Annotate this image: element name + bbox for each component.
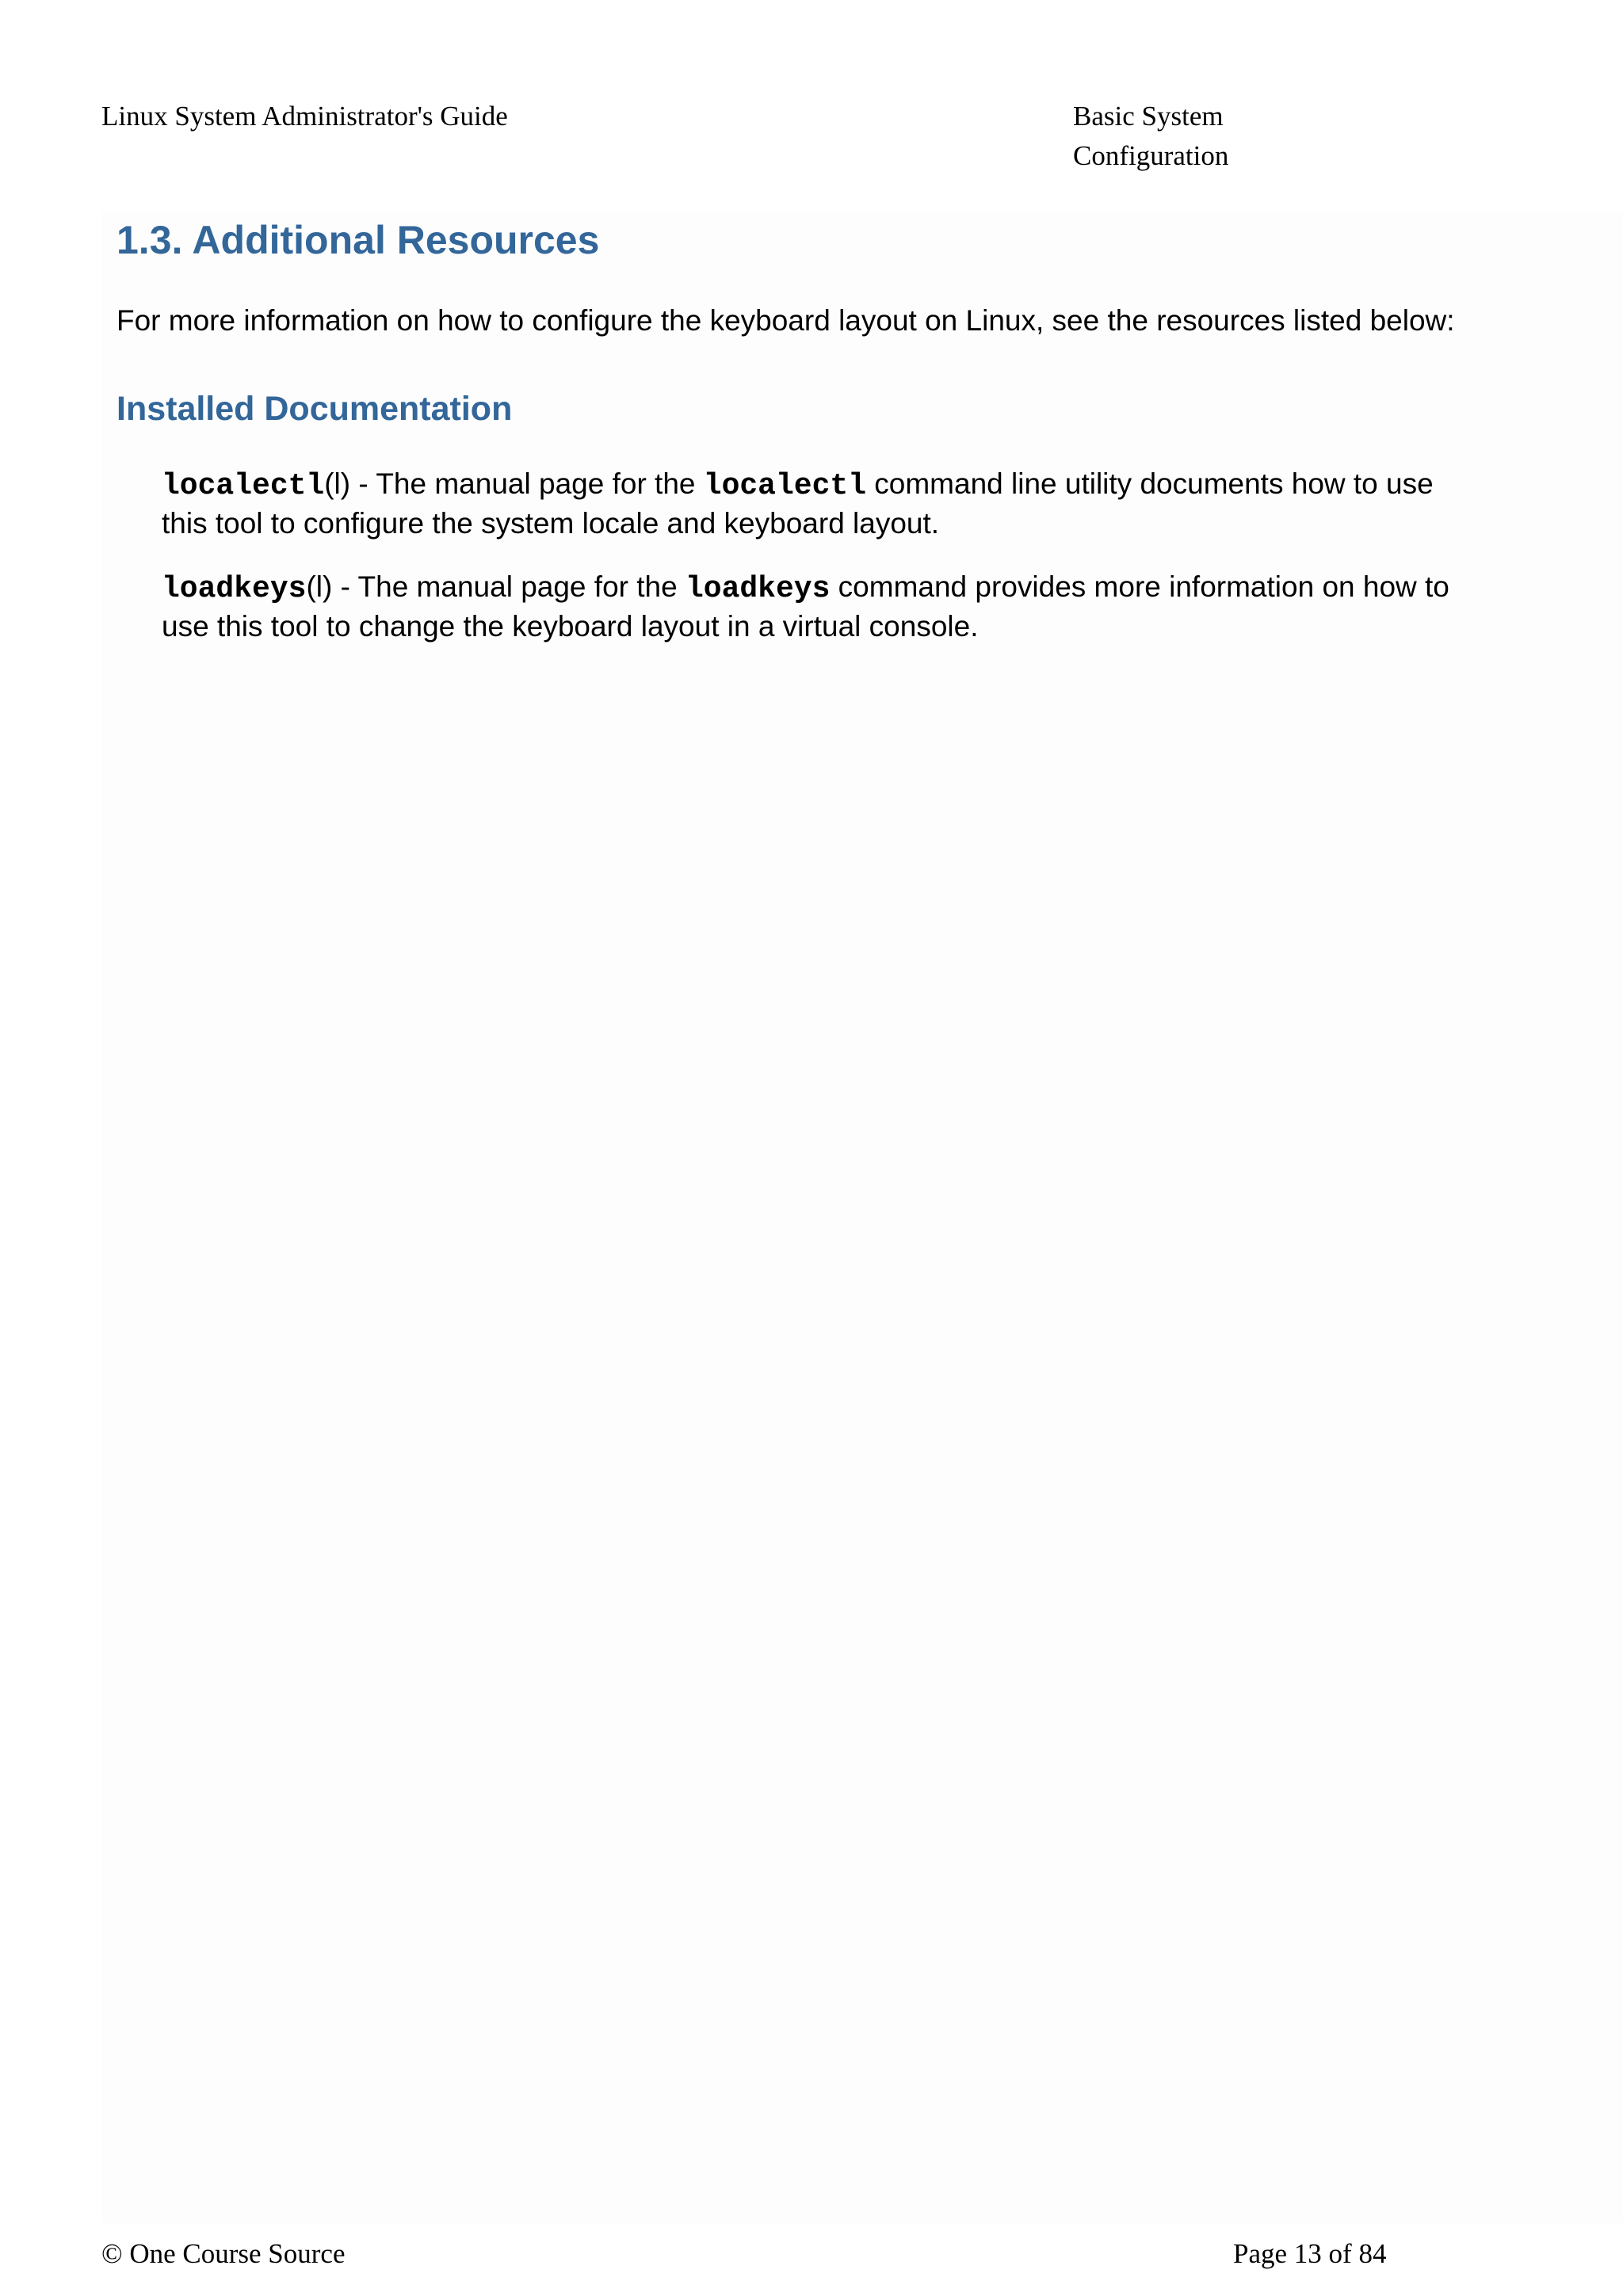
section-title: 1.3. Additional Resources <box>116 218 600 262</box>
man-section: (l) <box>324 467 351 500</box>
command-inline: loadkeys <box>685 572 831 606</box>
resource-item-loadkeys <box>162 568 1461 645</box>
header-book-title: Linux System Administrator's Guide <box>101 101 508 132</box>
resource-text: command provides more information on how to use this tool to change the keyboard layout in a virtual console. <box>162 570 1449 643</box>
resource-text: - The manual page for the <box>332 570 685 603</box>
subsection-title: Installed Documentation <box>116 390 513 428</box>
command-inline: localectl <box>703 469 866 503</box>
header-chapter-title: Basic System Configuration <box>1073 101 1229 171</box>
command-name: loadkeys <box>162 572 307 606</box>
command-name: localectl <box>162 469 325 503</box>
intro-paragraph: For more information on how to configure the keyboard layout on Linux, see the resources listed below: <box>116 304 1455 337</box>
footer-copyright: © One Course Source <box>101 2238 346 2269</box>
running-footer <box>101 2234 1385 2274</box>
resource-text: - The manual page for the <box>350 467 704 500</box>
resource-text: command line utility documents how to use this tool to configure the system locale and keyboard layout. <box>162 467 1434 540</box>
man-section: (l) <box>306 570 333 603</box>
resource-item-localectl <box>162 465 1461 542</box>
running-header <box>101 97 1385 171</box>
footer-page-number: Page 13 of 84 <box>1233 2238 1387 2269</box>
